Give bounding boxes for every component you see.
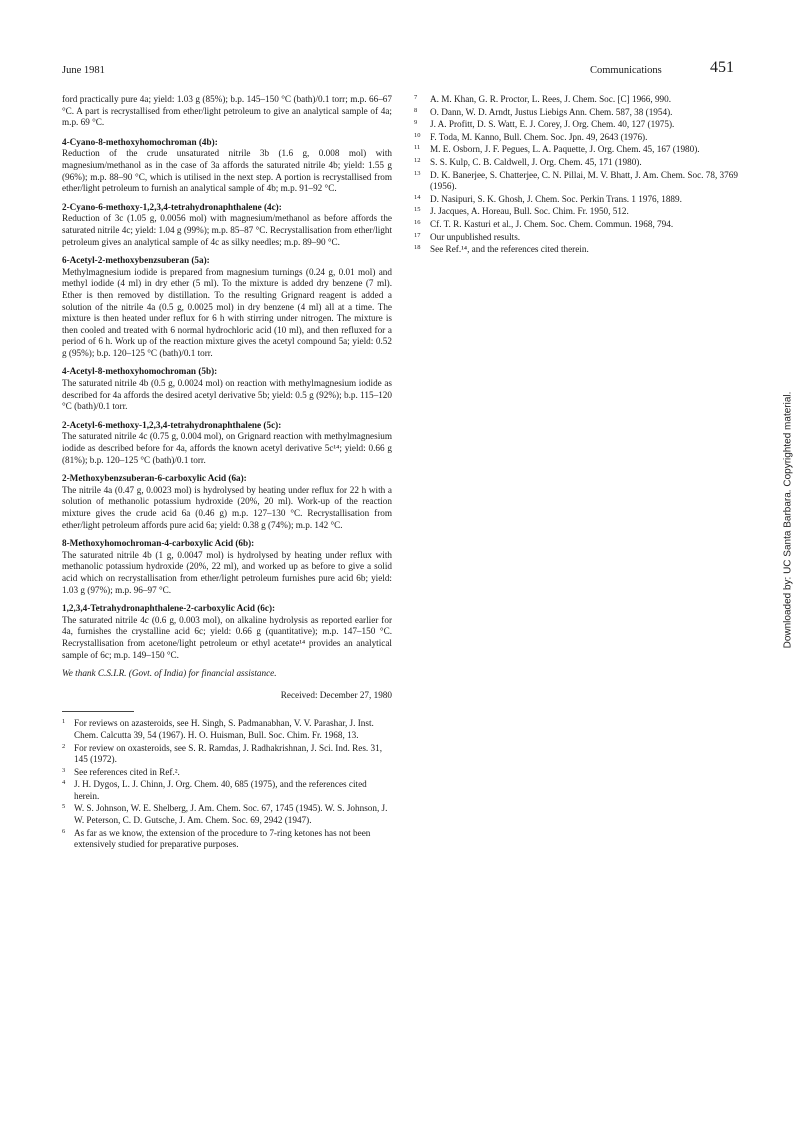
reference-number: 11: [414, 144, 421, 152]
reference-text: S. S. Kulp, C. B. Caldwell, J. Org. Chem. 45, 171 (1980).: [430, 156, 642, 167]
reference-number: 9: [414, 119, 418, 127]
section-heading: 2-Cyano-6-methoxy-1,2,3,4-tetrahydronaphthalene (4c):: [62, 201, 282, 212]
reference-number: 13: [414, 169, 421, 177]
section-5a: [62, 255, 392, 359]
section-text: The nitrile 4a (0.47 g, 0.0023 mol) is hydrolysed by heating under reflux for 22 h with a solution of methanolic potassium hydroxide (20%, 20 ml). Work-up of the reaction mixture gives the crude acid 6a (0.46 g) m.p. 127–130 °C. Recrystallisation from ether/light petroleum affords pure acid 6a; yield: 0.38 g (74%); m.p. 142 °C.: [62, 484, 392, 530]
reference-number: 18: [414, 244, 421, 252]
footnote-number: 4: [62, 779, 66, 787]
reference: [412, 119, 748, 131]
section-text: The saturated nitrile 4b (1 g, 0.0047 mol) is hydrolysed by heating under reflux with methanolic potassium hydroxide (20%, 22 ml), and worked up as before to give a solid acid which on recrystallisation from ether/light petroleum furnishes pure acid 6b; yield: 1.03 g (97%); m.p. 96–97 °C.: [62, 549, 392, 595]
acknowledgement: We thank C.S.I.R. (Govt. of India) for financial assistance.: [62, 668, 277, 679]
section-4c: [62, 202, 392, 248]
reference: [412, 170, 748, 193]
footnote: [62, 828, 392, 851]
reference-number: 17: [414, 231, 421, 239]
header-date: June 1981: [62, 65, 105, 76]
header-journal: Communications: [590, 65, 662, 76]
footnote: [62, 718, 392, 741]
footnote: [62, 743, 392, 766]
reference-text: J. A. Profitt, D. S. Watt, E. J. Corey, J. Org. Chem. 40, 127 (1975).: [430, 119, 675, 130]
section-text: The saturated nitrile 4c (0.6 g, 0.003 mol), on alkaline hydrolysis as reported earlier for 4a, furnishes the crystalline acid 6c; yield: 0.66 g (quantitative); m.p. 147–150 °C. Recrystallisation from acetone/light petroleum or ethyl acetate¹⁴ provides an analytical sample of 6c; m.p. 149–150 °C.: [62, 614, 392, 660]
reference: [412, 194, 748, 206]
footnote-rule: [62, 711, 134, 712]
footnote: [62, 767, 392, 779]
footnote-text: J. H. Dygos, L. J. Chinn, J. Org. Chem. 40, 685 (1975), and the references cited herein.: [74, 779, 367, 801]
reference-number: 10: [414, 131, 421, 139]
reference: [412, 244, 748, 256]
download-notice: Downloaded by: UC Santa Barbara. Copyrighted material.: [782, 391, 794, 649]
section-heading: 8-Methoxyhomochroman-4-carboxylic Acid (6b):: [62, 538, 255, 549]
section-heading: 2-Methoxybenzsuberan-6-carboxylic Acid (6a):: [62, 473, 247, 484]
section-text: The saturated nitrile 4b (0.5 g, 0.0024 mol) on reaction with methylmagnesium iodide as described for 4a affords the desired acetyl derivative 5b; yield: 0.5 g (92%); b.p. 115–120 °C (bath)/0.1 torr.: [62, 378, 392, 412]
section-text: Methylmagnesium iodide is prepared from magnesium turnings (0.24 g, 0.01 mol) and methyl iodide (4 ml) in dry ether (5 ml). To the mixture is added dry benzene (7 ml). Ether is then removed by distillation. To the resulting Grignard reagent is added a solution of the nitrile 4a (0.5 g, 0.0025 mol) in dry benzene (4 ml) all at a time. The mixture is then heated under reflux for 6 h with stirring under nitrogen. The mixture is then cooled and treated with 6 normal hydrochloric acid (10 ml), and then refluxed for a period of 6 h. Work up of the reaction mixture gives the acetyl compound 5a; yield: 0.52 g (95%); b.p. 120–125 °C (bath)/0.1 torr.: [62, 266, 392, 358]
reference-number: 14: [414, 193, 421, 201]
section-5b: [62, 366, 392, 412]
reference-number: 12: [414, 156, 421, 164]
section-6a: [62, 473, 392, 531]
section-4b: [62, 137, 392, 195]
reference: [412, 144, 748, 156]
reference-text: Our unpublished results.: [430, 231, 521, 242]
section-heading: 1,2,3,4-Tetrahydronaphthalene-2-carboxylic Acid (6c):: [62, 603, 276, 614]
reference-text: J. Jacques, A. Horeau, Bull. Soc. Chim. Fr. 1950, 512.: [430, 206, 629, 217]
reference: [412, 132, 748, 144]
section-heading: 2-Acetyl-6-methoxy-1,2,3,4-tetrahydronaphthalene (5c):: [62, 419, 282, 430]
received-date: Received: December 27, 1980: [280, 689, 392, 700]
reference-number: 7: [414, 94, 418, 101]
reference-number: 16: [414, 218, 421, 226]
reference: [412, 219, 748, 231]
section-text: Reduction of 3c (1.05 g, 0.0056 mol) with magnesium/methanol as before affords the saturated nitrile 4c; yield: 1.04 g (99%); m.p. 85–87 °C. Recrystallisation from ether/light petroleum gives an analytical sample of 4c as silky needles; m.p. 89–90 °C.: [62, 213, 392, 247]
footnote: [62, 803, 392, 826]
reference-text: O. Dann, W. D. Arndt, Justus Liebigs Ann. Chem. 587, 38 (1954).: [430, 106, 673, 117]
reference-number: 8: [414, 106, 418, 114]
reference: [412, 107, 748, 119]
reference: [412, 94, 748, 106]
footnote-number: 6: [62, 827, 66, 835]
reference-text: A. M. Khan, G. R. Proctor, L. Rees, J. Chem. Soc. [C] 1966, 990.: [430, 94, 672, 104]
reference-text: M. E. Osborn, J. F. Pegues, L. A. Paquette, J. Org. Chem. 45, 167 (1980).: [430, 144, 700, 155]
footnote-number: 2: [62, 742, 66, 750]
reference-number: 15: [414, 206, 421, 214]
reference: [412, 232, 748, 244]
reference: [412, 206, 748, 218]
footnote-number: 3: [62, 766, 66, 774]
section-6b: [62, 538, 392, 596]
footnote-number: 1: [62, 718, 66, 726]
reference-text: Cf. T. R. Kasturi et al., J. Chem. Soc. Chem. Commun. 1968, 794.: [430, 218, 674, 229]
footnote-text: For review on oxasteroids, see S. R. Ramdas, J. Radhakrishnan, J. Sci. Ind. Res. 31, 145 (1972).: [74, 742, 383, 765]
footnote-text: As far as we know, the extension of the procedure to 7-ring ketones has not been extensively studied for preparative purposes.: [74, 827, 371, 850]
section-6c: [62, 603, 392, 661]
footnote-text: See references cited in Ref.².: [74, 766, 180, 777]
reference: [412, 157, 748, 169]
left-column: [62, 94, 392, 852]
section-heading: 4-Cyano-8-methoxyhomochroman (4b):: [62, 136, 218, 147]
reference-text: F. Toda, M. Kanno, Bull. Chem. Soc. Jpn. 49, 2643 (1976).: [430, 131, 648, 142]
footnote-number: 5: [62, 803, 66, 811]
page-number: 451: [710, 59, 734, 76]
footnote-text: For reviews on azasteroids, see H. Singh, S. Padmanabhan, V. V. Parashar, J. Inst. Chem. Calcutta 39, 54 (1967). H. O. Huisman, Bull. Soc. Chim. Fr. 1968, 13.: [74, 718, 374, 740]
section-text: Reduction of the crude unsaturated nitrile 3b (1.6 g, 0.008 mol) with magnesium/methanol as in the case of 3a affords the saturated nitrile 4b; yield: 1.55 g (96%); m.p. 88–90 °C, which is utilised in the next step. A portion is recrystallised from ether/light petroleum to furnish an analytical sample of 4b; m.p. 91–92 °C.: [62, 148, 392, 194]
continued-paragraph: ford practically pure 4a; yield: 1.03 g (85%); b.p. 145–150 °C (bath)/0.1 torr; m.p. 66–67 °C. A part is recrystallised from ether/light petroleum to give an analytical sample of 4a; m.p. 69 °C.: [62, 94, 392, 128]
section-text: The saturated nitrile 4c (0.75 g, 0.004 mol), on Grignard reaction with methylmagnesium iodide as described before for 4a, affords the known acetyl derivative 5c¹⁴; yield: 0.66 g (81%); b.p. 120–125 °C (bath)/0.1 torr.: [62, 431, 392, 465]
references-column: [412, 94, 748, 257]
footnote: [62, 779, 392, 802]
section-5c: [62, 420, 392, 466]
footnote-text: W. S. Johnson, W. E. Shelberg, J. Am. Chem. Soc. 67, 1745 (1945). W. S. Johnson, J. W. Peterson, C. D. Gutsche, J. Am. Chem. Soc. 69, 2942 (1947).: [74, 803, 388, 826]
download-watermark: [782, 310, 794, 730]
reference-text: D. K. Banerjee, S. Chatterjee, C. N. Pillai, M. V. Bhatt, J. Am. Chem. Soc. 78, 3769 (1956).: [430, 169, 738, 192]
section-heading: 4-Acetyl-8-methoxyhomochroman (5b):: [62, 366, 218, 377]
reference-text: D. Nasipuri, S. K. Ghosh, J. Chem. Soc. Perkin Trans. 1 1976, 1889.: [430, 193, 682, 204]
section-heading: 6-Acetyl-2-methoxybenzsuberan (5a):: [62, 255, 210, 266]
reference-text: See Ref.¹⁴, and the references cited therein.: [430, 244, 589, 255]
